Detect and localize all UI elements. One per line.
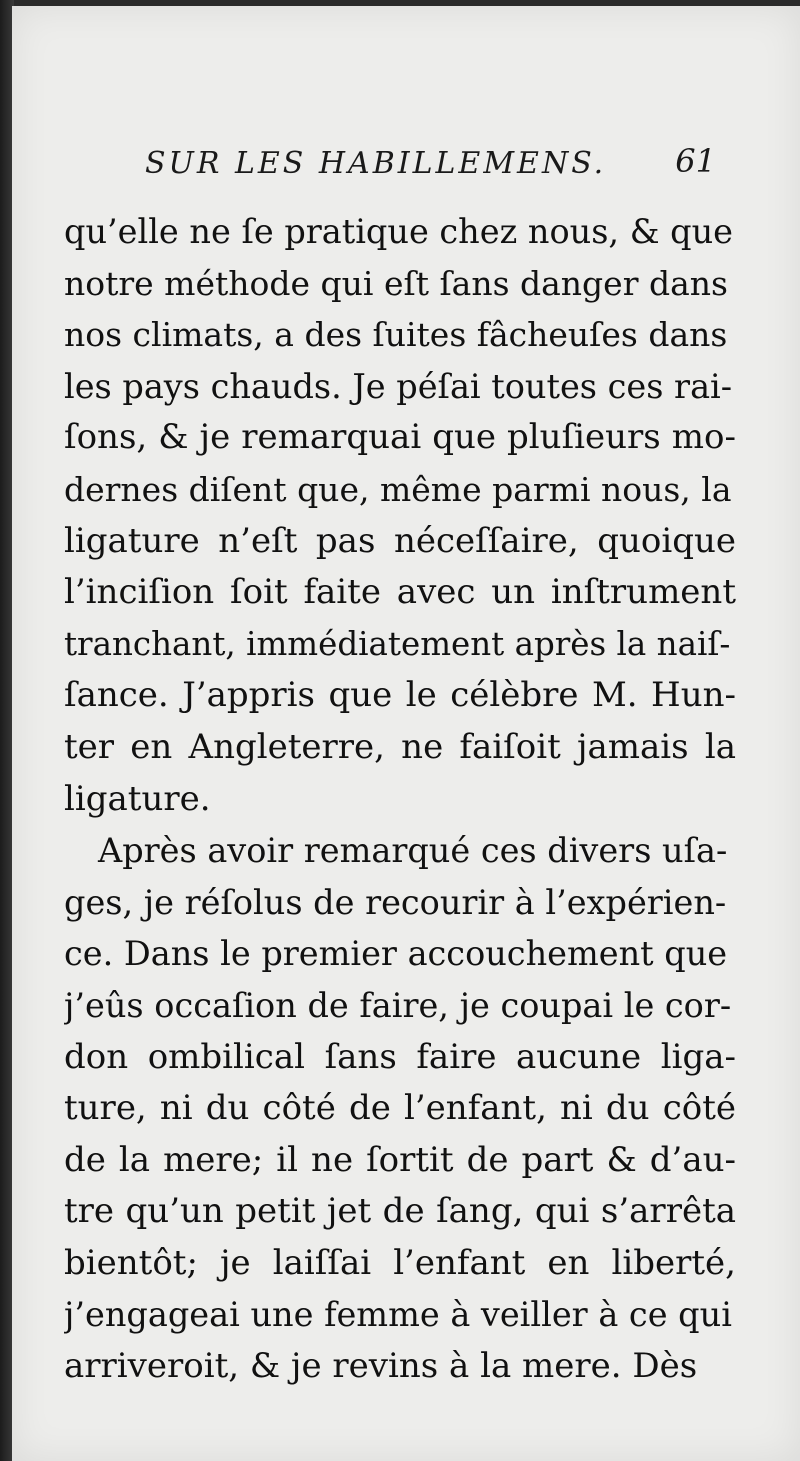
text-line: arriveroit, & je revins à la mere. Dès: [64, 1346, 698, 1387]
text-line: ter en Angleterre, ne faiſoit jamais la: [64, 726, 736, 767]
text-line: ligature.: [64, 778, 211, 819]
text-line: bientôt; je laiſſai l’enfant en liberté,: [64, 1242, 736, 1283]
page-body: [64, 206, 736, 1393]
text-line: ligature n’eſt pas néceſſaire, quoique: [64, 520, 736, 561]
text-line: ce. Dans le premier accouchement que: [64, 934, 728, 974]
text-line: j’engageai une femme à veiller à ce qui: [64, 1295, 732, 1335]
text-line: ſance. J’appris que le célèbre M. Hun-: [64, 675, 736, 716]
text-line: qu’elle ne ſe pratique chez nous, & que: [64, 212, 734, 251]
text-line: ſons, & je remarquai que pluſieurs mo-: [64, 417, 736, 458]
paragraph-first-line: Après avoir remarqué ces divers uſa-: [98, 831, 728, 871]
text-line: de la mere; il ne ſortit de part & d’au-: [64, 1139, 736, 1180]
running-head: SUR LES HABILLEMENS.: [145, 146, 607, 181]
text-line: tre qu’un petit jet de ſang, qui s’arrêta: [64, 1191, 736, 1232]
text-line: ges, je réſolus de recourir à l’expérien-: [64, 882, 727, 922]
page-number: 61: [675, 142, 716, 180]
text-line: l’inciſion ſoit faite avec un inſtrument: [64, 572, 736, 613]
text-line: dernes diſent que, même parmi nous, la: [64, 469, 732, 509]
page-header: [133, 140, 728, 190]
text-line: nos climats, a des ſuites fâcheuſes dans: [64, 315, 728, 355]
text-line: j’eûs occaſion de faire, je coupai le cor-: [64, 985, 732, 1025]
text-line: ture, ni du côté de l’enfant, ni du côté: [64, 1088, 736, 1129]
text-line: don ombilical ſans faire aucune liga-: [64, 1036, 736, 1077]
text-line: les pays chauds. Je péſai toutes ces rai-: [64, 366, 733, 406]
text-line: notre méthode qui eſt ſans danger dans: [64, 263, 728, 303]
text-line: tranchant, immédiatement après la naiſ-: [64, 624, 731, 663]
